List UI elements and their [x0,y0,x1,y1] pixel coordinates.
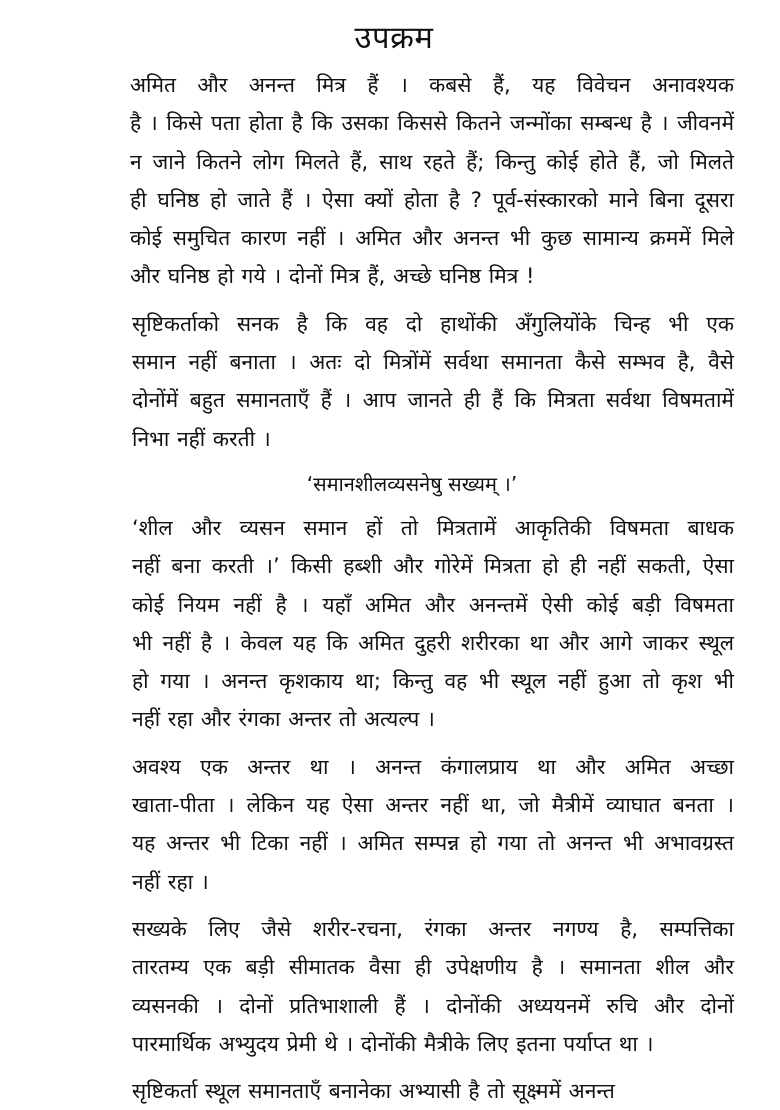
paragraph-2 [54,305,734,458]
sanskrit-quote: ‘समानशीलव्यसनेषु सख्यम् ।’ [306,471,518,496]
paragraph-line: तारतम्य एक बड़ी सीमातक वैसा ही उपेक्षणीय है । समानता शील और [132,955,734,980]
paragraph-line: पारमार्थिक अभ्युदय प्रेमी थे । दोनोंकी मैत्रीके लिए इतना पर्याप्त था । [132,1031,654,1056]
paragraph-line: नहीं बना करती ।’ किसी हब्शी और गोरेमें मित्रता हो ही नहीं सकती, ऐसा [132,554,734,579]
paragraph-line: और घनिष्ठ हो गये । दोनों मित्र हैं, अच्छे घनिष्ठ मित्र ! [130,264,535,289]
paragraph-line: सृष्टिकर्ताको सनक है कि वह दो हाथोंकी अँगुलियोंके चिन्ह भी एक [132,311,734,336]
paragraph-line: हो गया । अनन्त कृशकाय था; किन्तु वह भी स्थूल नहीं हुआ तो कृश भी [132,669,734,694]
paragraph-line: खाता-पीता । लेकिन यह ऐसा अन्तर नहीं था, जो मैत्रीमें व्याघात बनता । [132,793,734,818]
paragraph-line: निभा नहीं करती । [132,426,271,451]
paragraph-line: कोई समुचित कारण नहीं । अमित और अनन्त भी कुछ सामान्य क्रममें मिले [130,226,734,251]
paragraph-line: यह अन्तर भी टिका नहीं । अमित सम्पन्न हो गया तो अनन्त भी अभावग्रस्त [132,831,734,856]
paragraph-6 [54,1072,734,1110]
paragraph-line: अमित और अनन्त मित्र हैं । कबसे हैं, यह विवेचन अनावश्यक [130,73,734,97]
paragraph-3 [54,509,734,739]
paragraph-line: न जाने कितने लोग मिलते हैं, साथ रहते हैं; किन्तु कोई होते हैं, जो मिलते [130,149,734,174]
paragraph-line: दोनोंमें बहुत समानताएँ हैं । आप जानते ही हैं कि मित्रता सर्वथा विषमतामें [132,388,734,413]
paragraph-line: भी नहीं है । केवल यह कि अमित दुहरी शरीरका था और आगे जाकर स्थूल [132,630,734,655]
paragraph-line: सृष्टिकर्ता स्थूल समानताएँ बनानेका अभ्यासी है तो सूक्ष्ममें अनन्त [132,1079,615,1104]
paragraph-line: ‘शील और व्यसन समान हों तो मित्रतामें आकृतिकी विषमता बाधक [132,515,734,540]
paragraph-line: नहीं रहा और रंगका अन्तर तो अत्यल्प । [132,707,435,732]
paragraph-4 [54,748,734,901]
paragraph-1 [54,66,734,296]
paragraph-line: अवश्य एक अन्तर था । अनन्त कंगालप्राय था और अमित अच्छा [132,754,734,779]
paragraph-line: व्यसनकी । दोनों प्रतिभाशाली हैं । दोनोंकी अध्ययनमें रुचि और दोनों [132,993,734,1018]
paragraph-line: समान नहीं बनाता । अतः दो मित्रोंमें सर्वथा समानता कैसे सम्भव है, वैसे [132,350,734,375]
paragraph-line: नहीं रहा । [132,869,209,894]
paragraph-5 [54,910,734,1063]
paragraph-line: सख्यके लिए जैसे शरीर-रचना, रंगका अन्तर नगण्य है, सम्पत्तिका [132,916,734,941]
paragraph-line: कोई नियम नहीं है । यहाँ अमित और अनन्तमें ऐसी कोई बड़ी विषमता [132,592,734,617]
paragraph-line: है । किसे पता होता है कि उसका किससे कितने जन्मोंका सम्बन्ध है । जीवनमें [130,111,734,136]
chapter-title: उपक्रम [354,20,434,56]
paragraph-line: ही घनिष्ठ हो जाते हैं । ऐसा क्यों होता है ? पूर्व-संस्कारको माने बिना दूसरा [130,187,734,212]
